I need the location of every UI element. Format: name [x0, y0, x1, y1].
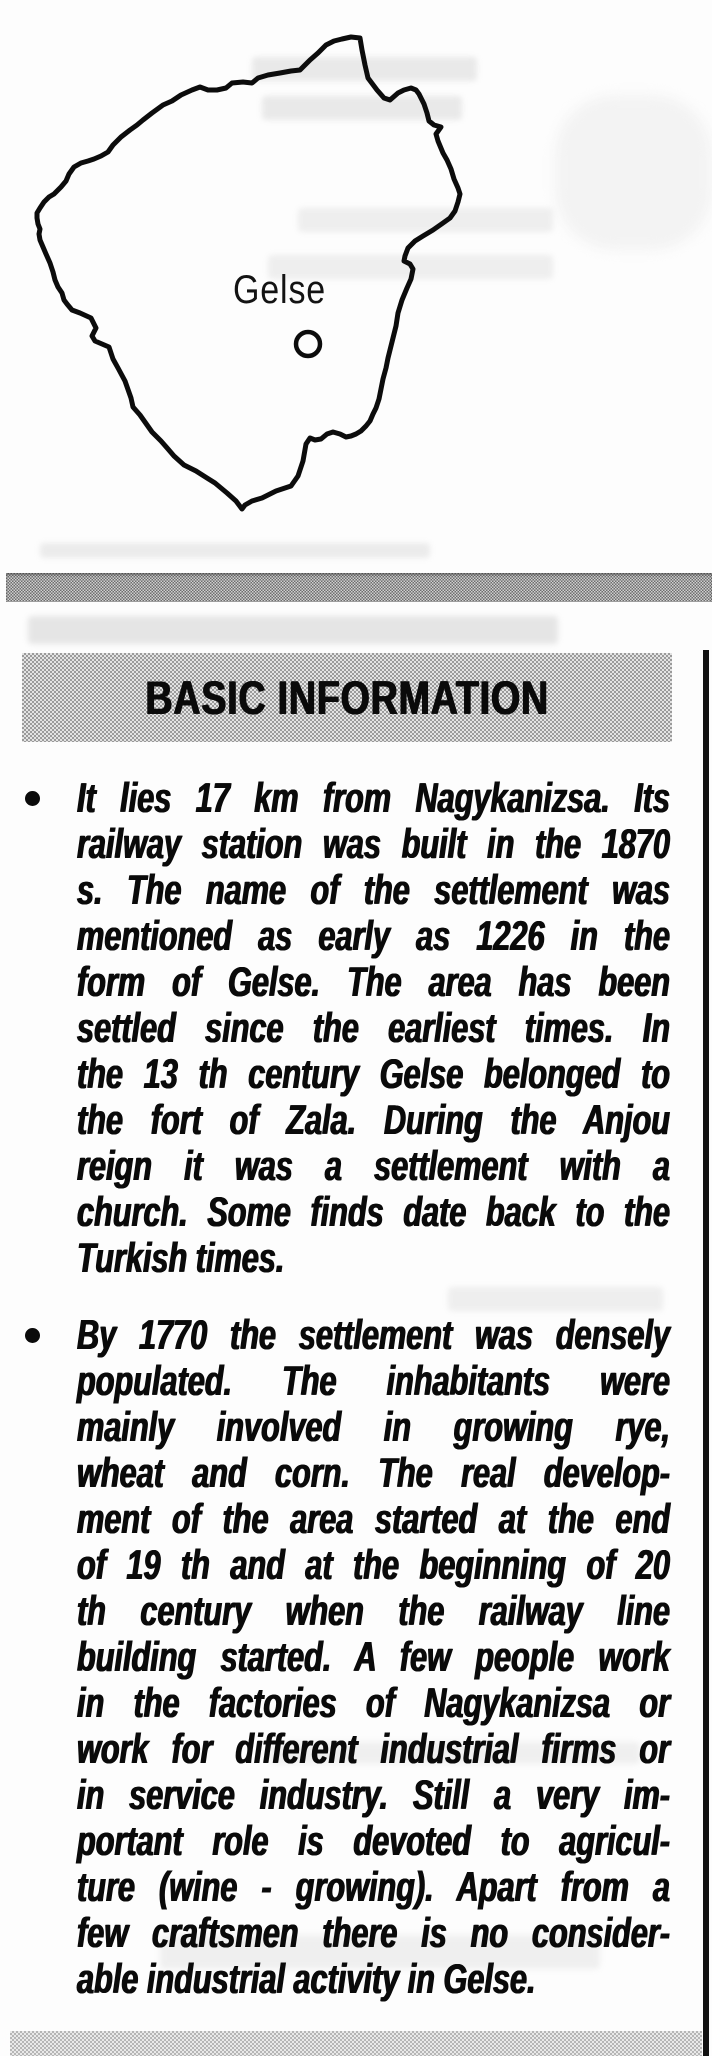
section-heading: BASIC INFORMATION [145, 671, 549, 724]
region-map [0, 0, 520, 560]
text-line: mentioned as early as 1226 in the [77, 912, 671, 959]
text-line: form of Gelse. The area has been [77, 958, 671, 1005]
bullet-icon [25, 1328, 40, 1343]
paragraph-text [77, 775, 670, 1281]
text-line: reign it was a settlement with a [77, 1142, 671, 1189]
text-line: the 13 th century Gelse belonged to [77, 1050, 671, 1097]
halftone-divider-band [6, 573, 712, 602]
text-line: building started. A few people work [77, 1633, 671, 1680]
map-label: Gelse [233, 266, 327, 312]
text-line: portant role is devoted to agricul- [77, 1817, 671, 1864]
text-line: ture (wine - growing). Apart from a [77, 1863, 671, 1910]
text-line: ment of the area started at the end [77, 1495, 671, 1542]
text-line: few craftsmen there is no consider- [77, 1909, 671, 1956]
text-line: the fort of Zala. During the Anjou [77, 1096, 671, 1143]
column-rule [703, 650, 709, 2056]
settlement-marker-icon [296, 332, 320, 356]
text-line: able industrial activity in Gelse. [77, 1955, 536, 2002]
bullet-icon [25, 791, 40, 806]
text-line: It lies 17 km from Nagykanizsa. Its [77, 774, 671, 821]
bleed-through-smudge [28, 616, 558, 644]
text-line: s. The name of the settlement was [77, 866, 671, 913]
text-line: in service industry. Still a very im- [77, 1771, 671, 1818]
scan-artifact-blob [555, 95, 712, 250]
text-line: in the factories of Nagykanizsa or [77, 1679, 671, 1726]
section-header-banner [22, 653, 672, 742]
text-line: of 19 th and at the beginning of 20 [77, 1541, 671, 1588]
text-line: church. Some finds date back to the [77, 1188, 671, 1235]
text-line: work for different industrial firms or [77, 1725, 671, 1772]
bottom-halftone-band [10, 2031, 702, 2056]
text-line: By 1770 the settlement was densely [77, 1311, 671, 1358]
paragraph-text [77, 1312, 670, 2002]
text-line: populated. The inhabitants were [77, 1357, 671, 1404]
text-line: mainly involved in growing rye, [77, 1403, 671, 1450]
paragraph-lines [77, 1312, 670, 2002]
text-line: railway station was built in the 1870 [77, 820, 671, 867]
text-line: settled since the earliest times. In [77, 1004, 671, 1051]
text-line: th century when the railway line [77, 1587, 671, 1634]
text-line: Turkish times. [77, 1234, 285, 1281]
bleed-through-smudge [448, 1287, 663, 1311]
paragraph-lines [77, 775, 670, 1281]
text-line: wheat and corn. The real develop- [77, 1449, 671, 1496]
